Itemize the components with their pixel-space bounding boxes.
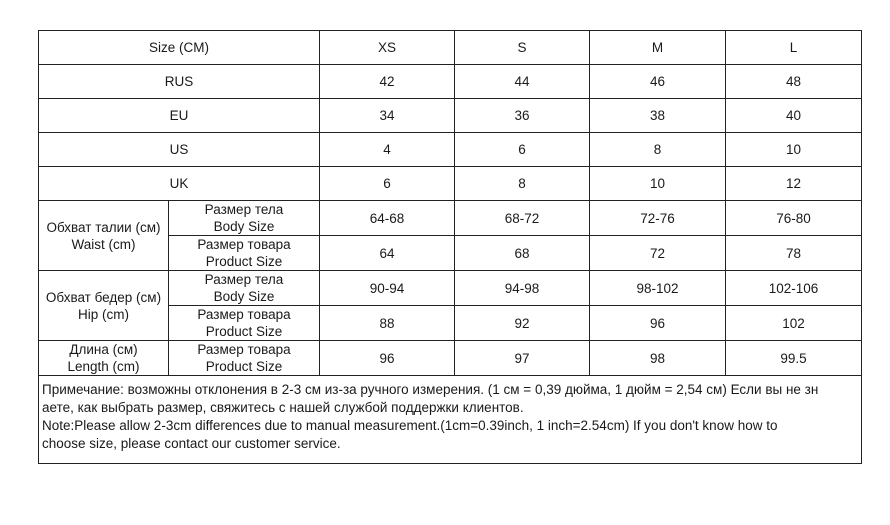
table-cell: 44 — [455, 65, 590, 99]
product-size-label — [169, 236, 320, 271]
table-cell: 92 — [455, 306, 590, 341]
table-cell: 46 — [590, 65, 726, 99]
note-line-ru-1: Примечание: возможны отклонения в 2-3 см из-за ручного измерения. (1 см = 0,39 дюйма, 1 дюйм = 2,54 см) Если вы не зн — [42, 382, 819, 397]
table-cell: 94-98 — [455, 271, 590, 306]
waist-label — [39, 201, 169, 271]
size-s-header: S — [455, 31, 590, 65]
table-cell: 72 — [590, 236, 726, 271]
table-cell: 40 — [726, 99, 862, 133]
table-cell: 97 — [455, 341, 590, 376]
body-size-label — [169, 201, 320, 236]
note-row — [39, 376, 862, 464]
hip-label — [39, 271, 169, 341]
table-cell: 48 — [726, 65, 862, 99]
length-label-ru: Длина (см) — [69, 342, 138, 357]
note-line-en-1: Note:Please allow 2-3cm differences due to manual measurement.(1cm=0.39inch, 1 inch=2.54cm) If you don't know how to — [42, 418, 778, 433]
table-cell: 6 — [455, 133, 590, 167]
product-size-label-en: Product Size — [205, 359, 283, 374]
table-cell: 34 — [320, 99, 455, 133]
table-cell: 98 — [590, 341, 726, 376]
table-cell: 64 — [320, 236, 455, 271]
body-size-label — [169, 271, 320, 306]
table-row-rus — [39, 65, 862, 99]
table-cell: 96 — [320, 341, 455, 376]
table-cell: 76-80 — [726, 201, 862, 236]
size-l-header: L — [726, 31, 862, 65]
table-cell: 72-76 — [590, 201, 726, 236]
table-cell: 10 — [726, 133, 862, 167]
product-size-label — [169, 306, 320, 341]
product-size-label-ru: Размер товара — [197, 342, 291, 357]
table-cell: 36 — [455, 99, 590, 133]
size-xs-header: XS — [320, 31, 455, 65]
table-cell: 42 — [320, 65, 455, 99]
table-cell: 88 — [320, 306, 455, 341]
table-cell: 38 — [590, 99, 726, 133]
table-cell: 68 — [455, 236, 590, 271]
table-cell: 96 — [590, 306, 726, 341]
table-cell: 99.5 — [726, 341, 862, 376]
table-row-length-product — [39, 341, 862, 376]
length-label — [39, 341, 169, 376]
measurement-note — [39, 376, 862, 464]
note-line-ru-2: аете, как выбрать размер, свяжитесь с нашей службой поддержки клиентов. — [42, 400, 524, 415]
table-row-eu — [39, 99, 862, 133]
table-cell: 12 — [726, 167, 862, 201]
row-label: US — [39, 133, 320, 167]
table-cell: 8 — [455, 167, 590, 201]
product-size-label-en: Product Size — [205, 254, 283, 269]
size-m-header: M — [590, 31, 726, 65]
header-row — [39, 31, 862, 65]
waist-label-ru: Обхват талии (см) — [46, 219, 161, 235]
length-label-en: Length (cm) — [67, 359, 140, 374]
row-label: UK — [39, 167, 320, 201]
body-size-label-en: Body Size — [213, 289, 275, 304]
table-row-us — [39, 133, 862, 167]
hip-label-en: Hip (cm) — [78, 306, 129, 322]
table-row-uk — [39, 167, 862, 201]
row-label: EU — [39, 99, 320, 133]
table-row-waist-body — [39, 201, 862, 236]
table-cell: 98-102 — [590, 271, 726, 306]
table-cell: 64-68 — [320, 201, 455, 236]
table-cell: 102-106 — [726, 271, 862, 306]
product-size-label — [169, 341, 320, 376]
table-cell: 10 — [590, 167, 726, 201]
hip-label-ru: Обхват бедер (см) — [45, 289, 162, 305]
body-size-label-ru: Размер тела — [204, 272, 284, 287]
table-cell: 90-94 — [320, 271, 455, 306]
table-cell: 8 — [590, 133, 726, 167]
row-label: RUS — [39, 65, 320, 99]
body-size-label-ru: Размер тела — [204, 202, 284, 217]
product-size-label-en: Product Size — [205, 324, 283, 339]
header-label: Size (CM) — [39, 31, 320, 65]
product-size-label-ru: Размер товара — [197, 237, 291, 252]
table-cell: 68-72 — [455, 201, 590, 236]
product-size-label-ru: Размер товара — [197, 307, 291, 322]
table-cell: 6 — [320, 167, 455, 201]
table-cell: 78 — [726, 236, 862, 271]
table-cell: 4 — [320, 133, 455, 167]
table-row-hip-body — [39, 271, 862, 306]
waist-label-en: Waist (cm) — [71, 236, 136, 252]
note-line-en-2: choose size, please contact our customer service. — [42, 436, 341, 451]
table-cell: 102 — [726, 306, 862, 341]
body-size-label-en: Body Size — [213, 219, 275, 234]
size-chart-table — [38, 30, 862, 464]
